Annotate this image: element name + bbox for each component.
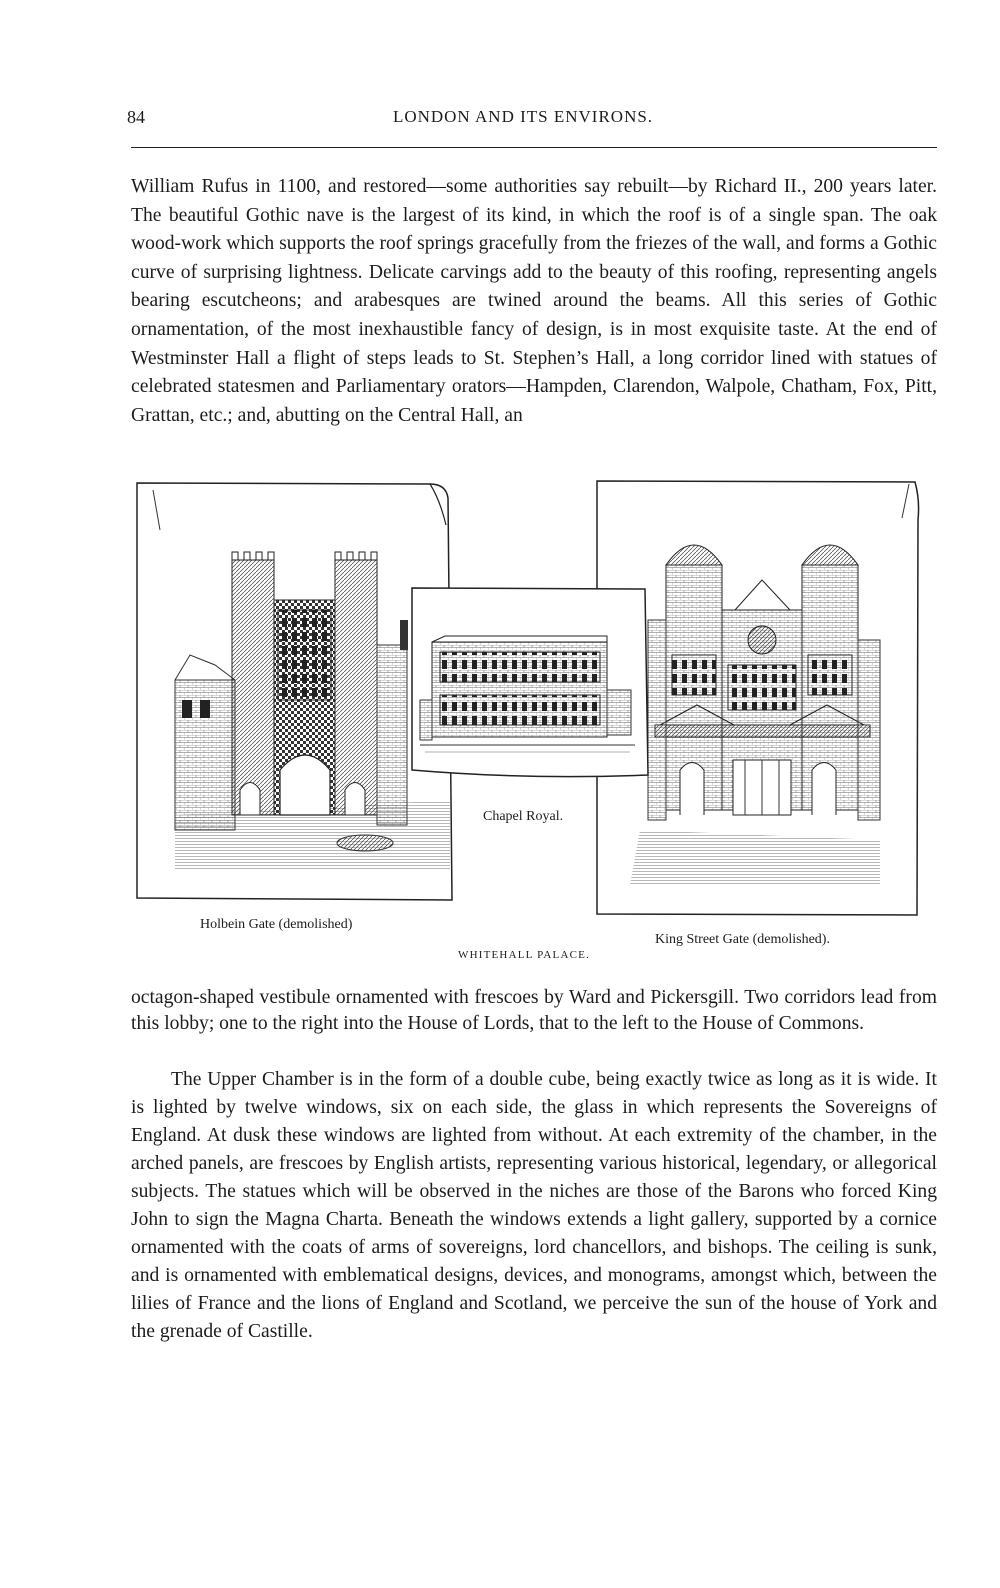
holbein-gate-engraving [137, 483, 452, 900]
caption-holbein-gate: Holbein Gate (demolished) [200, 917, 353, 932]
chapel-royal-engraving [412, 588, 648, 777]
caption-chapel-royal: Chapel Royal. [483, 809, 564, 824]
paragraph-2: octagon-shaped vestibule ornamented with frescoes by Ward and Pickersgill. Two corridors lead from this lobby; one to the right into the House of Lords, that to the left to the House of Commons. [131, 987, 937, 1034]
paragraph-1: William Rufus in 1100, and restored—some authorities say rebuilt—by Richard II., 200 years later. The beautiful Gothic nave is the largest of its kind, in which the roof is of a single span. The oak wood-work which supports the roof springs gracefully from the friezes of the wall, and forms a Gothic curve of surprising lightness. Delicate carvings add to the beauty of this roofing, representing angels bearing escutcheons; and arabesques are twined around the beams. All this series of Gothic ornamentation, of the most inexhaustible fancy of design, is in most exquisite taste. At the end of Westminster Hall a flight of steps leads to St. Stephen’s Hall, a long corridor lined with statues of celebrated statesmen and Parliamentary orators—Hampden, Clarendon, Walpole, Chatham, Fox, Pitt, Grattan, etc.; and, abutting on the Central Hall, an [131, 176, 937, 426]
running-title: LONDON AND ITS ENVIRONS. [392, 107, 654, 126]
page-number: 84 [127, 107, 145, 127]
caption-whitehall-palace: WHITEHALL PALACE. [458, 949, 591, 961]
caption-king-street-gate: King Street Gate (demolished). [655, 932, 830, 947]
king-street-gate-engraving [597, 481, 919, 915]
paragraph-3: The Upper Chamber is in the form of a double cube, being exactly twice as long as it is wide. It is lighted by twelve windows, six on each side, the glass in which represents the Sovereigns of England. At dusk these windows are lighted from without. At each extremity of the chamber, in the arched panels, are frescoes by English artists, representing various historical, legendary, or allegorical subjects. The statues which will be observed in the niches are those of the Barons who forced King John to sign the Magna Charta. Beneath the windows extends a light gallery, supported by a cornice ornamented with the coats of arms of sovereigns, lord chancellors, and bishops. The ceiling is sunk, and is ornamented with emblematical designs, devices, and monograms, amongst which, between the lilies of France and the lions of England and Scotland, we perceive the sun of the house of York and the grenade of Castille. [131, 1069, 937, 1342]
header-rule [131, 147, 937, 148]
